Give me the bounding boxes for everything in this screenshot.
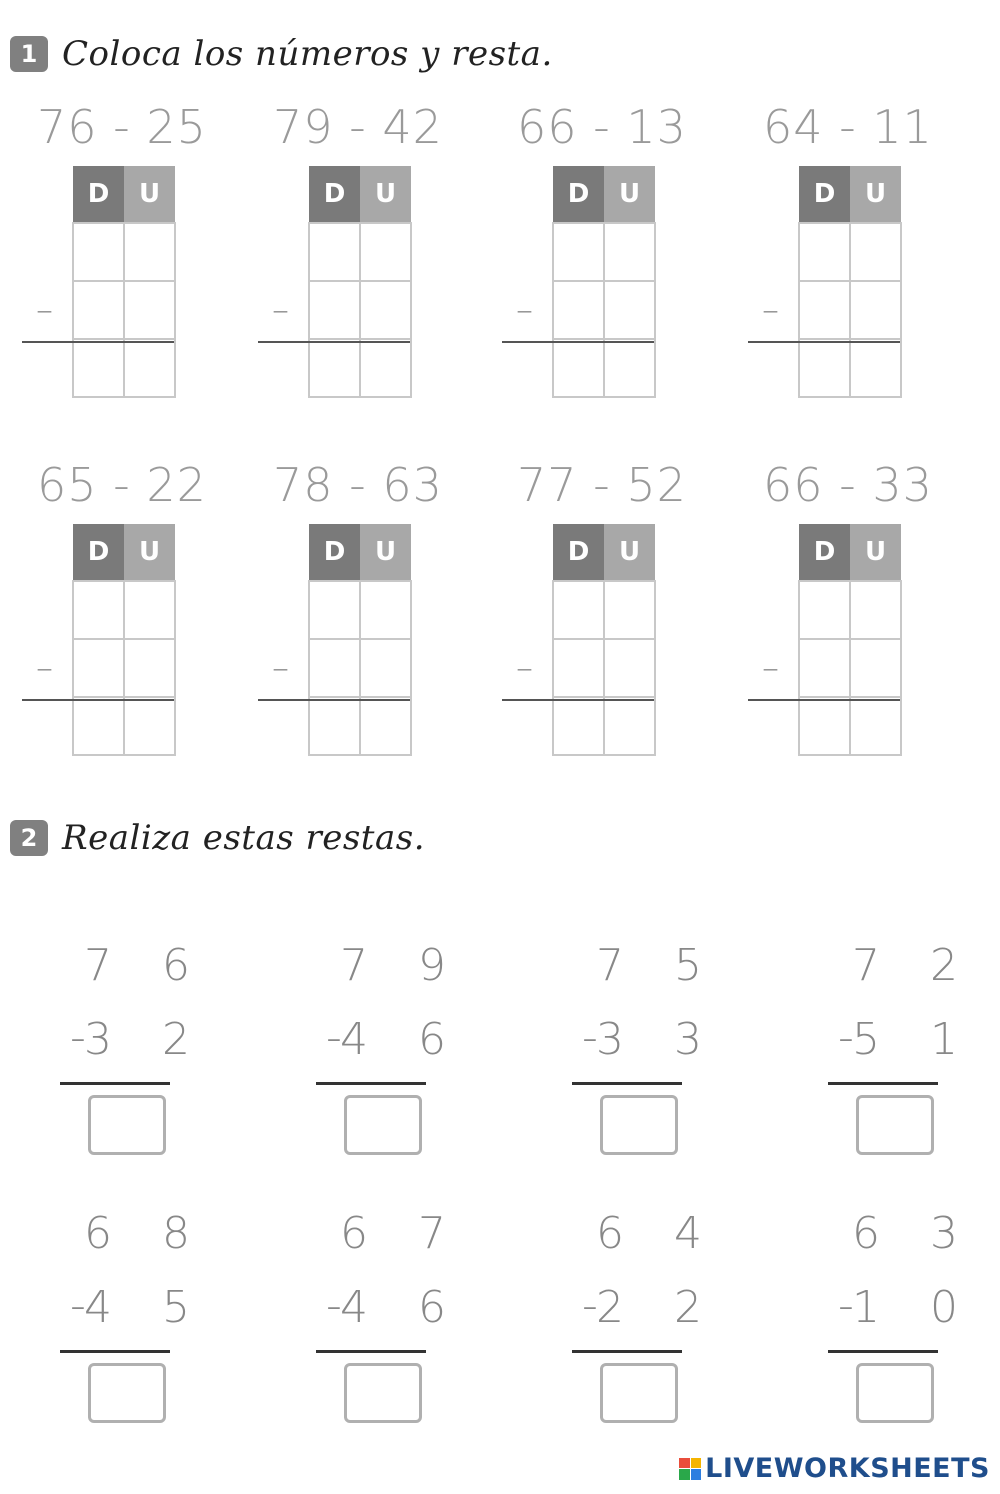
minus-sign: – — [272, 648, 289, 688]
answer-cell[interactable] — [309, 339, 360, 397]
column-header-tens: D — [553, 166, 604, 223]
answer-input[interactable] — [856, 1095, 934, 1155]
result-line — [22, 341, 174, 343]
section-number-badge: 1 — [10, 36, 48, 72]
minus-sign: – — [516, 290, 533, 330]
answer-cell[interactable] — [553, 639, 604, 697]
minuend: 6 3 — [852, 1208, 976, 1259]
answer-cell[interactable] — [124, 281, 175, 339]
minus-sign: – — [516, 648, 533, 688]
answer-input[interactable] — [856, 1363, 934, 1423]
minus-sign: - — [582, 1012, 598, 1063]
column-header-units: U — [604, 166, 655, 223]
answer-cell[interactable] — [553, 339, 604, 397]
section-title: Coloca los números y resta. — [62, 34, 553, 74]
answer-cell[interactable] — [850, 697, 901, 755]
minus-sign: – — [272, 290, 289, 330]
answer-cell[interactable] — [850, 223, 901, 281]
minus-sign: - — [838, 1012, 854, 1063]
answer-cell[interactable] — [799, 639, 850, 697]
du-table — [308, 166, 412, 398]
subtrahend: 4 6 — [340, 1282, 464, 1333]
vertical-subtraction — [828, 940, 976, 1160]
result-line — [316, 1082, 426, 1085]
answer-cell[interactable] — [73, 697, 124, 755]
answer-cell[interactable] — [73, 639, 124, 697]
answer-cell[interactable] — [604, 223, 655, 281]
du-table — [798, 166, 902, 398]
answer-cell[interactable] — [73, 581, 124, 639]
liveworksheets-logo — [679, 1453, 990, 1484]
subtrahend: 3 2 — [84, 1014, 208, 1065]
minuend: 7 2 — [852, 940, 976, 991]
column-header-tens: D — [799, 166, 850, 223]
minus-sign: - — [582, 1280, 598, 1331]
result-line — [502, 341, 654, 343]
minuend: 7 5 — [596, 940, 720, 991]
brand-name: LIVEWORKSHEETS — [705, 1453, 990, 1484]
answer-cell[interactable] — [360, 581, 411, 639]
result-line — [22, 699, 174, 701]
answer-cell[interactable] — [360, 223, 411, 281]
column-header-tens: D — [309, 166, 360, 223]
minuend: 7 9 — [340, 940, 464, 991]
vertical-subtraction — [60, 940, 208, 1160]
subtrahend: 4 5 — [84, 1282, 208, 1333]
answer-cell[interactable] — [553, 697, 604, 755]
du-table — [308, 524, 412, 756]
answer-cell[interactable] — [124, 339, 175, 397]
minus-sign: - — [70, 1280, 86, 1331]
du-table — [552, 166, 656, 398]
problem-expression: 79 - 42 — [273, 100, 443, 154]
answer-cell[interactable] — [309, 639, 360, 697]
problem-expression: 77 - 52 — [517, 458, 687, 512]
answer-cell[interactable] — [604, 339, 655, 397]
vertical-subtraction — [828, 1208, 976, 1428]
answer-cell[interactable] — [73, 339, 124, 397]
answer-cell[interactable] — [604, 697, 655, 755]
vertical-subtraction — [572, 940, 720, 1160]
minus-sign: – — [36, 290, 53, 330]
answer-cell[interactable] — [799, 581, 850, 639]
problem-expression: 78 - 63 — [273, 458, 443, 512]
answer-cell[interactable] — [799, 339, 850, 397]
column-header-tens: D — [799, 524, 850, 581]
minus-sign: - — [326, 1280, 342, 1331]
minus-sign: – — [36, 648, 53, 688]
result-line — [572, 1082, 682, 1085]
result-line — [748, 341, 900, 343]
column-header-tens: D — [73, 166, 124, 223]
answer-cell[interactable] — [360, 281, 411, 339]
du-table — [72, 166, 176, 398]
answer-cell[interactable] — [124, 223, 175, 281]
vertical-subtraction — [316, 1208, 464, 1428]
answer-cell[interactable] — [604, 639, 655, 697]
answer-cell[interactable] — [124, 581, 175, 639]
problem-expression: 76 - 25 — [37, 100, 207, 154]
answer-cell[interactable] — [309, 223, 360, 281]
column-header-units: U — [360, 166, 411, 223]
vertical-subtraction — [316, 940, 464, 1160]
answer-cell[interactable] — [850, 581, 901, 639]
vertical-subtraction — [572, 1208, 720, 1428]
section-title: Realiza estas restas. — [62, 818, 426, 858]
answer-cell[interactable] — [309, 697, 360, 755]
answer-cell[interactable] — [124, 697, 175, 755]
minus-sign: – — [762, 648, 779, 688]
answer-cell[interactable] — [309, 281, 360, 339]
result-line — [258, 341, 410, 343]
answer-cell[interactable] — [360, 697, 411, 755]
column-header-tens: D — [309, 524, 360, 581]
logo-mark-icon — [679, 1458, 701, 1480]
answer-cell[interactable] — [553, 223, 604, 281]
answer-input[interactable] — [344, 1363, 422, 1423]
result-line — [258, 699, 410, 701]
minuend: 6 8 — [84, 1208, 208, 1259]
minus-sign: - — [70, 1012, 86, 1063]
column-header-units: U — [850, 524, 901, 581]
column-header-units: U — [604, 524, 655, 581]
answer-cell[interactable] — [73, 223, 124, 281]
vertical-subtraction — [60, 1208, 208, 1428]
answer-cell[interactable] — [309, 581, 360, 639]
section-number-badge: 2 — [10, 820, 48, 856]
problem-expression: 66 - 13 — [517, 100, 687, 154]
answer-cell[interactable] — [850, 339, 901, 397]
answer-cell[interactable] — [850, 281, 901, 339]
answer-input[interactable] — [600, 1363, 678, 1423]
result-line — [60, 1350, 170, 1353]
answer-cell[interactable] — [604, 281, 655, 339]
result-line — [572, 1350, 682, 1353]
answer-input[interactable] — [600, 1095, 678, 1155]
du-table — [552, 524, 656, 756]
column-header-tens: D — [553, 524, 604, 581]
subtrahend: 3 3 — [596, 1014, 720, 1065]
problem-expression: 66 - 33 — [763, 458, 933, 512]
du-table — [72, 524, 176, 756]
answer-cell[interactable] — [553, 281, 604, 339]
answer-cell[interactable] — [124, 639, 175, 697]
answer-cell[interactable] — [553, 581, 604, 639]
minus-sign: – — [762, 290, 779, 330]
problem-expression: 64 - 11 — [763, 100, 933, 154]
answer-cell[interactable] — [850, 639, 901, 697]
problem-expression: 65 - 22 — [37, 458, 207, 512]
answer-cell[interactable] — [360, 339, 411, 397]
minuend: 7 6 — [84, 940, 208, 991]
column-header-units: U — [360, 524, 411, 581]
answer-cell[interactable] — [799, 697, 850, 755]
minuend: 6 4 — [596, 1208, 720, 1259]
result-line — [748, 699, 900, 701]
subtrahend: 2 2 — [596, 1282, 720, 1333]
result-line — [828, 1350, 938, 1353]
result-line — [60, 1082, 170, 1085]
answer-input[interactable] — [344, 1095, 422, 1155]
result-line — [502, 699, 654, 701]
result-line — [828, 1082, 938, 1085]
result-line — [316, 1350, 426, 1353]
subtrahend: 5 1 — [852, 1014, 976, 1065]
answer-cell[interactable] — [73, 281, 124, 339]
subtrahend: 1 0 — [852, 1282, 976, 1333]
section-1-header — [10, 34, 553, 74]
du-table — [798, 524, 902, 756]
answer-input[interactable] — [88, 1363, 166, 1423]
section-2-header — [10, 818, 425, 858]
column-header-units: U — [850, 166, 901, 223]
answer-cell[interactable] — [360, 639, 411, 697]
subtrahend: 4 6 — [340, 1014, 464, 1065]
column-header-units: U — [124, 524, 175, 581]
answer-cell[interactable] — [799, 281, 850, 339]
column-header-units: U — [124, 166, 175, 223]
minus-sign: - — [326, 1012, 342, 1063]
answer-cell[interactable] — [799, 223, 850, 281]
answer-cell[interactable] — [604, 581, 655, 639]
answer-input[interactable] — [88, 1095, 166, 1155]
minuend: 6 7 — [340, 1208, 464, 1259]
column-header-tens: D — [73, 524, 124, 581]
minus-sign: - — [838, 1280, 854, 1331]
